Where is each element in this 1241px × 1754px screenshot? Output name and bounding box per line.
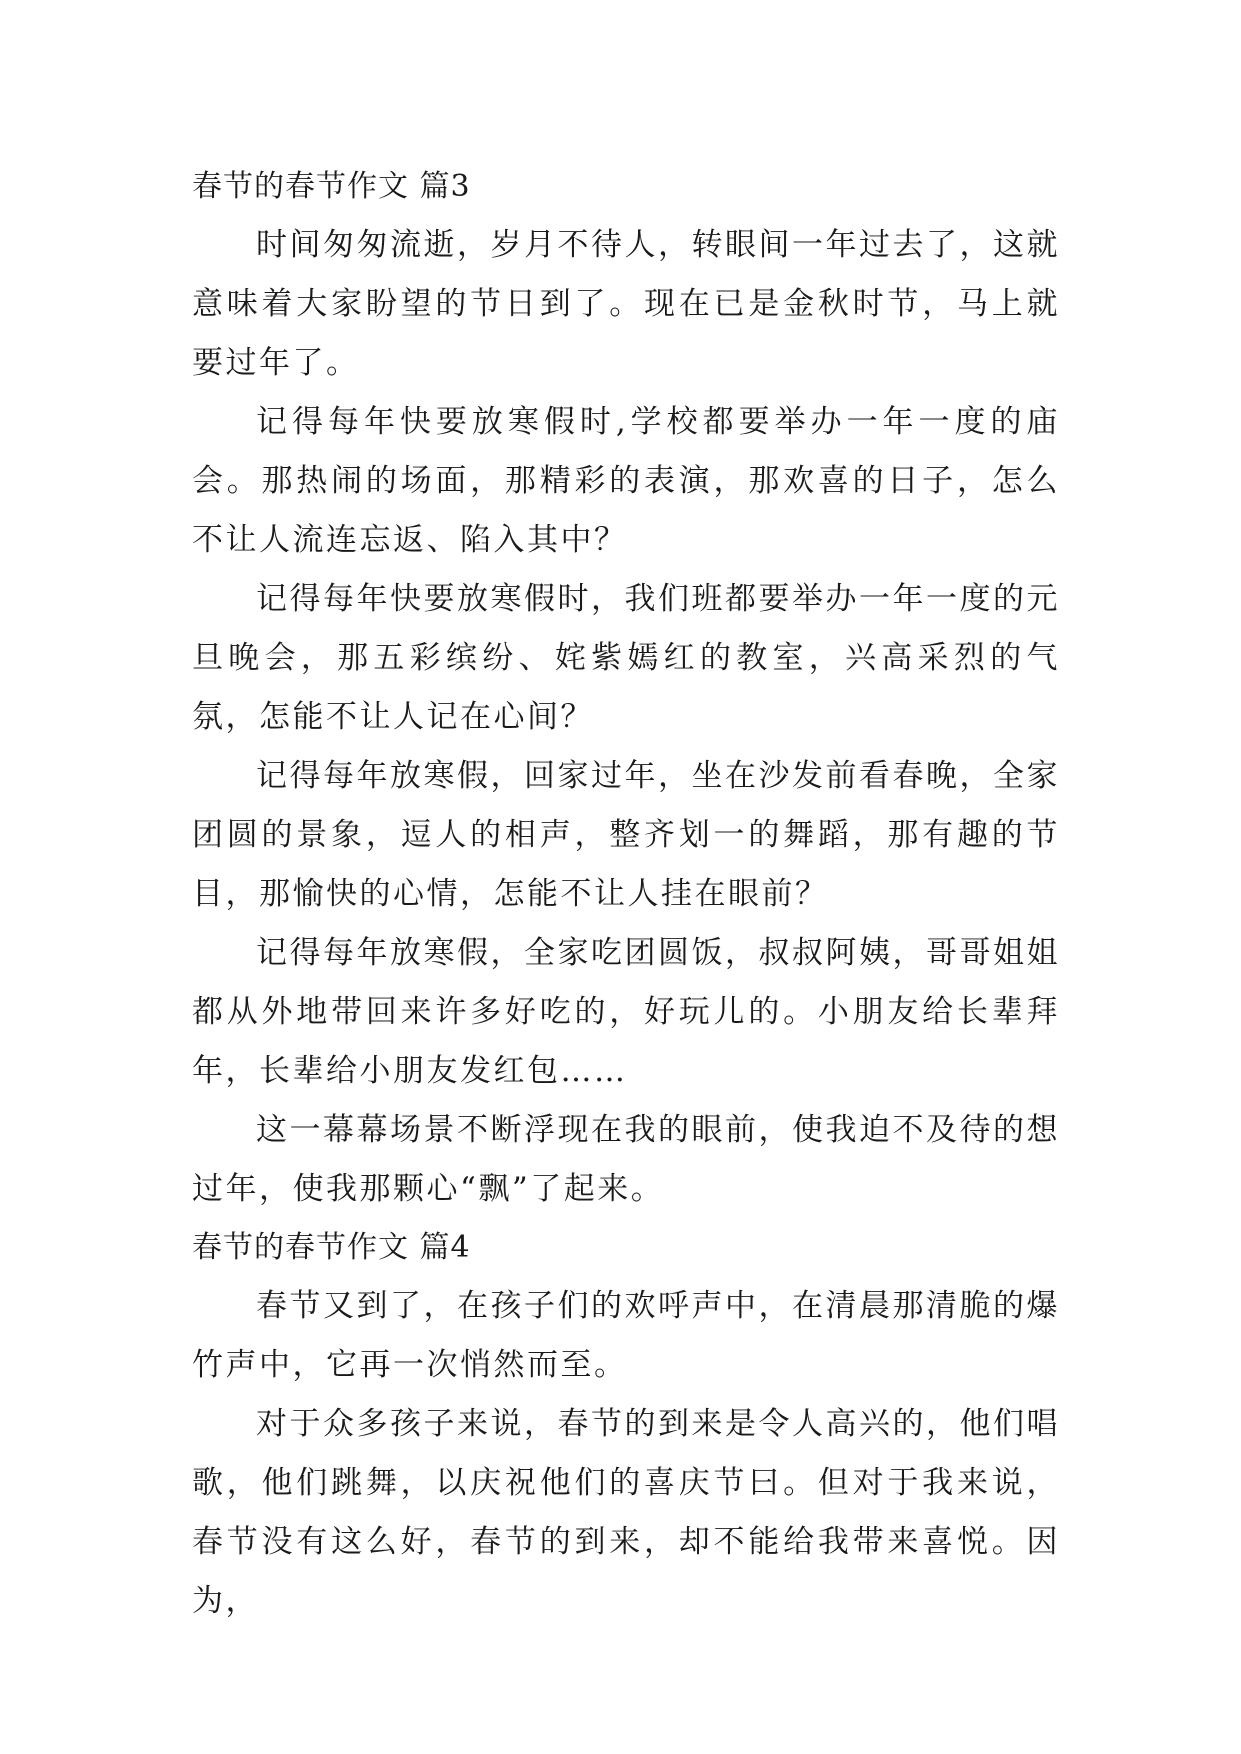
section-heading: 春节的春节作文 篇4 [192, 1230, 471, 1265]
section-heading: 春节的春节作文 篇3 [192, 169, 471, 204]
document-page [192, 158, 1060, 1631]
paragraph: 记得每年快要放寒假时，我们班都要举办一年一度的元旦晚会，那五彩缤纷、姹紫嫣红的教室，兴高采烈的气氛，怎能不让人记在心间？ [192, 581, 1060, 735]
paragraph: 时间匆匆流逝，岁月不待人，转眼间一年过去了，这就意味着大家盼望的节日到了。现在已是金秋时节，马上就要过年了。 [192, 227, 1060, 381]
paragraph: 记得每年放寒假，全家吃团圆饭，叔叔阿姨，哥哥姐姐都从外地带回来许多好吃的，好玩儿的。小朋友给长辈拜年，长辈给小朋友发红包…… [192, 935, 1060, 1089]
paragraph: 春节又到了，在孩子们的欢呼声中，在清晨那清脆的爆竹声中，它再一次悄然而至。 [192, 1288, 1060, 1383]
paragraph: 记得每年快要放寒假时,学校都要举办一年一度的庙会。那热闹的场面，那精彩的表演，那欢喜的日子，怎么不让人流连忘返、陷入其中？ [192, 404, 1060, 558]
paragraph: 对于众多孩子来说，春节的到来是令人高兴的，他们唱歌，他们跳舞，以庆祝他们的喜庆节曰。但对于我来说，春节没有这么好，春节的到来，却不能给我带来喜悦。因为， [192, 1406, 1060, 1619]
paragraph: 这一幕幕场景不断浮现在我的眼前，使我迫不及待的想过年，使我那颗心“飘”了起来。 [192, 1112, 1060, 1207]
paragraph: 记得每年放寒假，回家过年，坐在沙发前看春晚，全家团圆的景象，逗人的相声，整齐划一的舞蹈，那有趣的节目，那愉快的心情，怎能不让人挂在眼前？ [192, 758, 1060, 912]
